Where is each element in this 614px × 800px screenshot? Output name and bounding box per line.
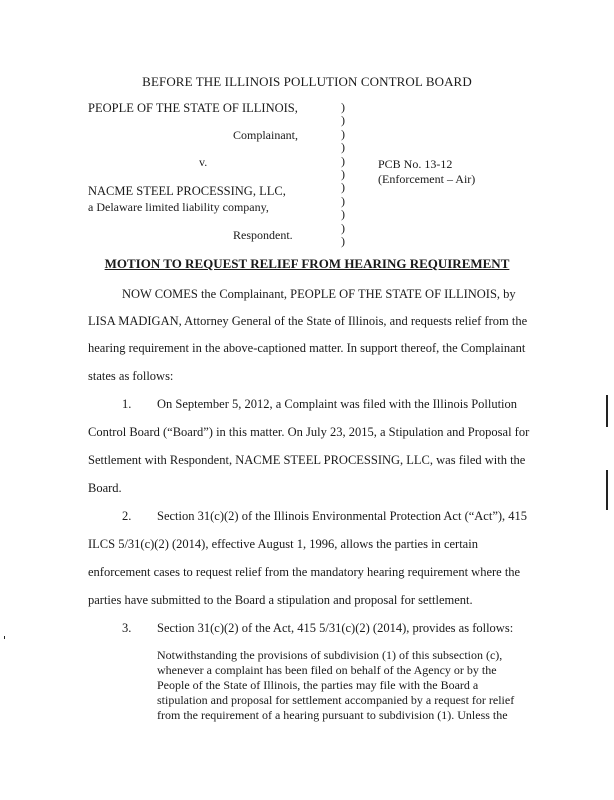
caption-parenthesis-column: ) ) ) ) ) ) ) ) ) ) ) <box>341 100 345 249</box>
paragraph-2-line: enforcement cases to request relief from the mandatory hearing requirement where the <box>88 565 521 579</box>
paragraph-1-line: On September 5, 2012, a Complaint was filed with the Illinois Pollution <box>157 397 518 411</box>
scan-artifact-dot <box>4 636 5 639</box>
block-quote-line: from the requirement of a hearing pursuant to subdivision (1). Unless the <box>157 708 508 722</box>
caption-party-respondent: NACME STEEL PROCESSING, LLC, <box>88 184 286 198</box>
intro-line: NOW COMES the Complainant, PEOPLE OF THE STATE OF ILLINOIS, by <box>122 287 516 301</box>
paragraph-1-line: Settlement with Respondent, NACME STEEL PROCESSING, LLC, was filed with the <box>88 453 526 467</box>
motion-title: MOTION TO REQUEST RELIEF FROM HEARING REQUIREMENT <box>104 256 510 271</box>
block-quote-line: whenever a complaint has been filed on behalf of the Agency or by the <box>157 663 497 677</box>
paragraph-1-line: Board. <box>88 481 122 495</box>
intro-line: LISA MADIGAN, Attorney General of the State of Illinois, and requests relief from the <box>88 314 528 328</box>
paragraph-number: 1. <box>122 397 132 411</box>
case-type: (Enforcement – Air) <box>378 172 476 186</box>
caption-respondent-description: a Delaware limited liability company, <box>88 200 269 214</box>
intro-line: states as follows: <box>88 369 174 383</box>
caption-versus: v. <box>199 155 208 169</box>
block-quote-line: Notwithstanding the provisions of subdivision (1) of this subsection (c), <box>157 648 503 662</box>
paragraph-number: 2. <box>122 509 132 523</box>
paragraph-2-line: ILCS 5/31(c)(2) (2014), effective August 1, 1996, allows the parties in certain <box>88 537 478 551</box>
paragraph-number: 3. <box>122 621 132 635</box>
paragraph-1-line: Control Board (“Board”) in this matter. On July 23, 2015, a Stipulation and Proposal for <box>88 425 530 439</box>
case-number: PCB No. 13-12 <box>378 157 453 171</box>
scan-artifact-mark <box>606 395 608 427</box>
paragraph-3-line: Section 31(c)(2) of the Act, 415 5/31(c)(2) (2014), provides as follows: <box>157 621 514 635</box>
caption-party-complainant: PEOPLE OF THE STATE OF ILLINOIS, <box>88 101 298 115</box>
block-quote-line: stipulation and proposal for settlement accompanied by a request for relief <box>157 693 515 707</box>
block-quote-line: People of the State of Illinois, the parties may file with the Board a <box>157 678 479 692</box>
paragraph-2-line: Section 31(c)(2) of the Illinois Environmental Protection Act (“Act”), 415 <box>157 509 528 523</box>
scan-artifact-mark <box>606 470 608 510</box>
court-heading: BEFORE THE ILLINOIS POLLUTION CONTROL BOARD <box>142 74 472 89</box>
caption-role-complainant: Complainant, <box>233 128 298 142</box>
intro-line: hearing requirement in the above-captioned matter. In support thereof, the Complainant <box>88 341 526 355</box>
paragraph-2-line: parties have submitted to the Board a stipulation and proposal for settlement. <box>88 593 473 607</box>
caption-role-respondent: Respondent. <box>233 228 293 242</box>
